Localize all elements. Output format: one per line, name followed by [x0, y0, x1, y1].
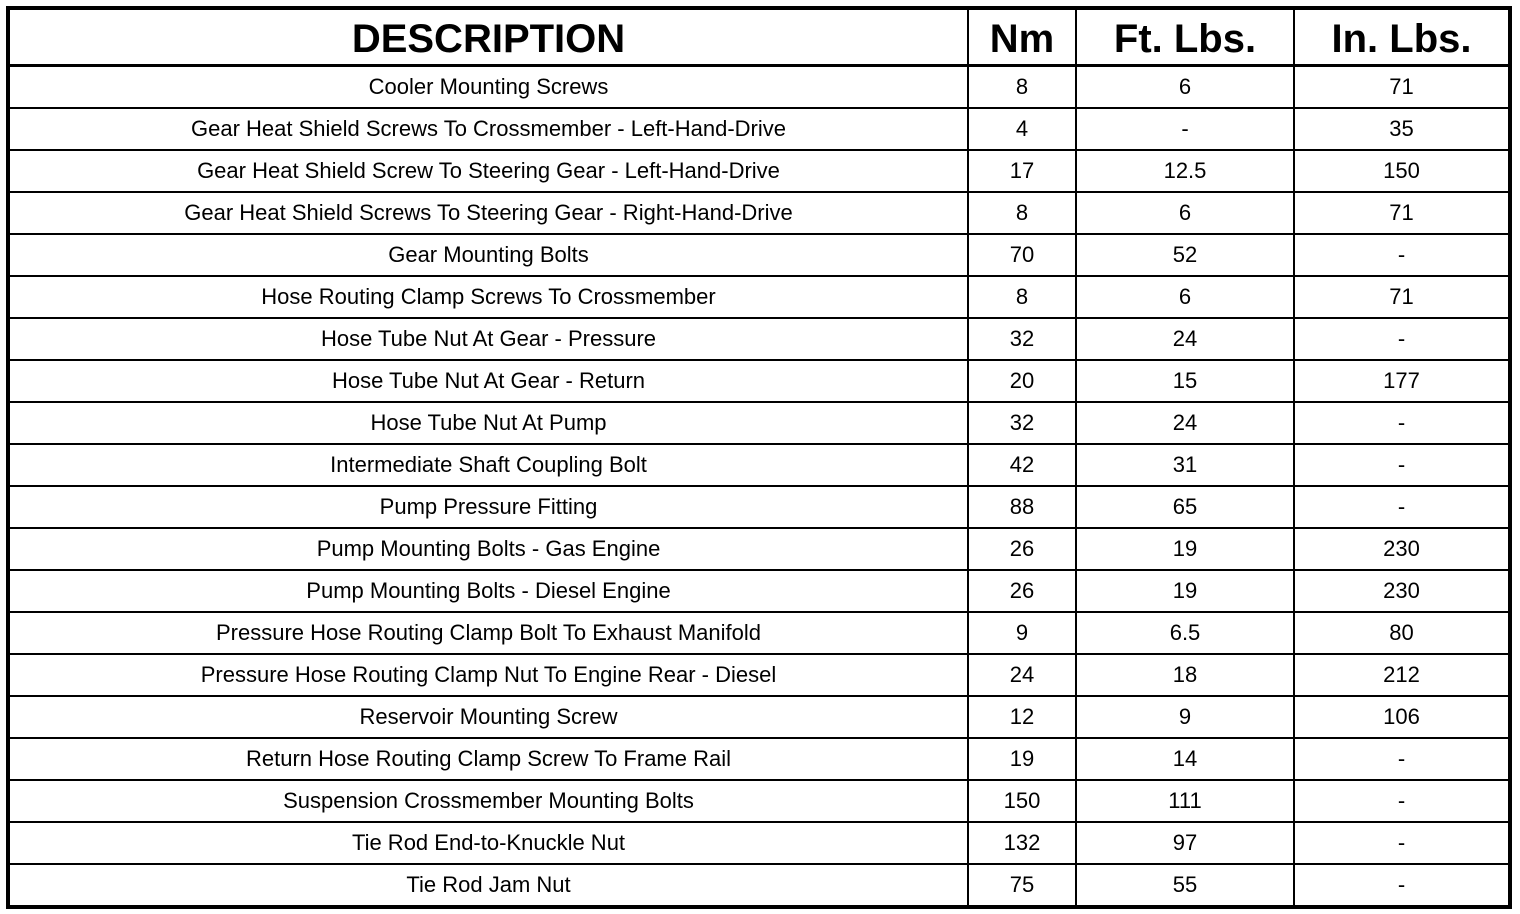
cell-ft-lbs: 6 [1076, 66, 1294, 109]
cell-ft-lbs: 6.5 [1076, 612, 1294, 654]
cell-description: Hose Tube Nut At Gear - Pressure [8, 318, 968, 360]
cell-ft-lbs: 9 [1076, 696, 1294, 738]
table-row [8, 612, 1510, 654]
header-nm: Nm [968, 8, 1076, 66]
cell-in-lbs: 71 [1294, 192, 1510, 234]
cell-in-lbs: 71 [1294, 276, 1510, 318]
table-row [8, 822, 1510, 864]
cell-nm: 70 [968, 234, 1076, 276]
cell-description: Return Hose Routing Clamp Screw To Frame Rail [8, 738, 968, 780]
cell-ft-lbs: 18 [1076, 654, 1294, 696]
cell-nm: 42 [968, 444, 1076, 486]
cell-description: Gear Mounting Bolts [8, 234, 968, 276]
cell-ft-lbs: 12.5 [1076, 150, 1294, 192]
table-row [8, 360, 1510, 402]
cell-nm: 8 [968, 66, 1076, 109]
cell-description: Cooler Mounting Screws [8, 66, 968, 109]
cell-ft-lbs: - [1076, 108, 1294, 150]
cell-nm: 88 [968, 486, 1076, 528]
cell-in-lbs: - [1294, 402, 1510, 444]
cell-nm: 132 [968, 822, 1076, 864]
cell-nm: 26 [968, 570, 1076, 612]
cell-in-lbs: 35 [1294, 108, 1510, 150]
cell-description: Hose Tube Nut At Gear - Return [8, 360, 968, 402]
cell-ft-lbs: 19 [1076, 570, 1294, 612]
table-row [8, 108, 1510, 150]
table-row [8, 696, 1510, 738]
table-body [8, 66, 1510, 908]
table-row [8, 66, 1510, 109]
torque-specification-table [6, 6, 1512, 909]
cell-in-lbs: 80 [1294, 612, 1510, 654]
cell-description: Tie Rod End-to-Knuckle Nut [8, 822, 968, 864]
cell-nm: 12 [968, 696, 1076, 738]
cell-ft-lbs: 55 [1076, 864, 1294, 907]
cell-ft-lbs: 6 [1076, 192, 1294, 234]
cell-in-lbs: 177 [1294, 360, 1510, 402]
cell-in-lbs: 230 [1294, 570, 1510, 612]
cell-nm: 9 [968, 612, 1076, 654]
cell-in-lbs: - [1294, 486, 1510, 528]
table-row [8, 444, 1510, 486]
cell-description: Pump Pressure Fitting [8, 486, 968, 528]
cell-description: Gear Heat Shield Screws To Steering Gear - Right-Hand-Drive [8, 192, 968, 234]
cell-ft-lbs: 24 [1076, 318, 1294, 360]
cell-description: Hose Tube Nut At Pump [8, 402, 968, 444]
cell-nm: 4 [968, 108, 1076, 150]
table-row [8, 570, 1510, 612]
cell-nm: 150 [968, 780, 1076, 822]
cell-in-lbs: 230 [1294, 528, 1510, 570]
header-row [8, 8, 1510, 66]
cell-description: Gear Heat Shield Screw To Steering Gear - Left-Hand-Drive [8, 150, 968, 192]
cell-in-lbs: - [1294, 234, 1510, 276]
cell-ft-lbs: 6 [1076, 276, 1294, 318]
cell-nm: 19 [968, 738, 1076, 780]
cell-description: Suspension Crossmember Mounting Bolts [8, 780, 968, 822]
cell-ft-lbs: 31 [1076, 444, 1294, 486]
table-header [8, 8, 1510, 66]
table-row [8, 402, 1510, 444]
cell-in-lbs: - [1294, 318, 1510, 360]
cell-description: Gear Heat Shield Screws To Crossmember - Left-Hand-Drive [8, 108, 968, 150]
cell-ft-lbs: 97 [1076, 822, 1294, 864]
table-row [8, 318, 1510, 360]
cell-ft-lbs: 111 [1076, 780, 1294, 822]
cell-description: Pump Mounting Bolts - Diesel Engine [8, 570, 968, 612]
cell-in-lbs: - [1294, 864, 1510, 907]
cell-in-lbs: - [1294, 822, 1510, 864]
cell-description: Pump Mounting Bolts - Gas Engine [8, 528, 968, 570]
cell-in-lbs: 150 [1294, 150, 1510, 192]
cell-in-lbs: 106 [1294, 696, 1510, 738]
cell-nm: 8 [968, 192, 1076, 234]
table-row [8, 276, 1510, 318]
cell-ft-lbs: 15 [1076, 360, 1294, 402]
cell-description: Hose Routing Clamp Screws To Crossmember [8, 276, 968, 318]
cell-nm: 32 [968, 318, 1076, 360]
cell-ft-lbs: 19 [1076, 528, 1294, 570]
table-row [8, 150, 1510, 192]
cell-ft-lbs: 24 [1076, 402, 1294, 444]
header-description: DESCRIPTION [8, 8, 968, 66]
cell-description: Reservoir Mounting Screw [8, 696, 968, 738]
header-in-lbs: In. Lbs. [1294, 8, 1510, 66]
table-row [8, 234, 1510, 276]
table-row [8, 528, 1510, 570]
table-row [8, 780, 1510, 822]
cell-description: Intermediate Shaft Coupling Bolt [8, 444, 968, 486]
cell-nm: 8 [968, 276, 1076, 318]
cell-nm: 32 [968, 402, 1076, 444]
cell-in-lbs: - [1294, 444, 1510, 486]
cell-in-lbs: 71 [1294, 66, 1510, 109]
table-row [8, 864, 1510, 907]
cell-nm: 17 [968, 150, 1076, 192]
cell-nm: 24 [968, 654, 1076, 696]
cell-nm: 26 [968, 528, 1076, 570]
cell-description: Pressure Hose Routing Clamp Nut To Engine Rear - Diesel [8, 654, 968, 696]
cell-nm: 20 [968, 360, 1076, 402]
cell-nm: 75 [968, 864, 1076, 907]
cell-in-lbs: 212 [1294, 654, 1510, 696]
cell-ft-lbs: 14 [1076, 738, 1294, 780]
cell-ft-lbs: 52 [1076, 234, 1294, 276]
cell-ft-lbs: 65 [1076, 486, 1294, 528]
cell-description: Tie Rod Jam Nut [8, 864, 968, 907]
table-row [8, 738, 1510, 780]
table-row [8, 486, 1510, 528]
cell-description: Pressure Hose Routing Clamp Bolt To Exhaust Manifold [8, 612, 968, 654]
cell-in-lbs: - [1294, 738, 1510, 780]
cell-in-lbs: - [1294, 780, 1510, 822]
table-row [8, 654, 1510, 696]
table-row [8, 192, 1510, 234]
header-ft-lbs: Ft. Lbs. [1076, 8, 1294, 66]
